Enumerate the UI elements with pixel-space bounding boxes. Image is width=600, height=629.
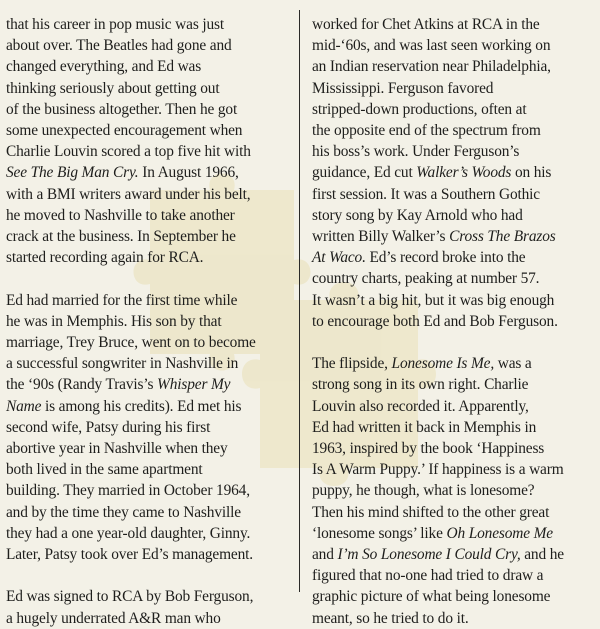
text-line — [6, 608, 278, 629]
text-line — [6, 480, 278, 501]
text-line — [312, 608, 584, 629]
text-line — [6, 162, 278, 183]
text-line — [6, 184, 278, 205]
title-italic: Name — [6, 397, 42, 415]
text-run: crack at the business. In September he — [6, 228, 236, 246]
text-line — [6, 332, 278, 353]
text-run: Later, Patsy took over Ed’s management. — [6, 546, 253, 564]
text-run: figured that no-one had tried to draw a — [312, 567, 544, 585]
body-paragraph — [312, 353, 584, 629]
text-line — [6, 438, 278, 459]
text-run: with a BMI writers award under his belt, — [6, 185, 251, 203]
text-run: the opposite end of the spectrum from — [312, 122, 541, 140]
text-line — [6, 353, 278, 374]
text-line — [6, 502, 278, 523]
text-run: 1963, inspired by the book ‘Happiness — [312, 440, 545, 458]
text-line — [6, 311, 278, 332]
text-line — [312, 162, 584, 183]
text-run: a hugely underrated A&R man who — [6, 609, 221, 627]
text-line — [312, 502, 584, 523]
left-column — [6, 14, 278, 629]
text-run: marriage, Trey Bruce, went on to become — [6, 334, 256, 352]
text-run: Then his mind shifted to the other great — [312, 503, 550, 521]
paragraph-gap — [6, 565, 278, 586]
text-line — [312, 247, 584, 268]
text-line — [6, 417, 278, 438]
title-italic: See The Big Man Cry. — [6, 164, 139, 182]
text-run: first session. It was a Southern Gothic — [312, 185, 540, 203]
body-paragraph — [6, 586, 278, 628]
text-run: Mississippi. Ferguson favored — [312, 79, 494, 97]
text-line — [6, 56, 278, 77]
body-paragraph — [6, 14, 278, 268]
text-line — [312, 523, 584, 544]
text-run: puppy, he though, what is lonesome? — [312, 482, 535, 500]
text-run: thinking seriously about getting out — [6, 79, 220, 97]
title-italic: Cross The Brazos — [449, 228, 556, 246]
text-run: Is A Warm Puppy.’ If happiness is a warm — [312, 461, 564, 479]
text-run: the ‘90s (Randy Travis’s — [6, 376, 158, 394]
text-run: started recording again for RCA. — [6, 249, 204, 267]
text-run: some unexpected encouragement when — [6, 122, 243, 140]
text-run: mid-‘60s, and was last seen working on — [312, 37, 551, 55]
text-run: both lived in the same apartment — [6, 461, 203, 479]
text-line — [6, 459, 278, 480]
text-run: In August 1966, — [138, 164, 239, 182]
text-line — [6, 290, 278, 311]
text-line — [6, 205, 278, 226]
text-run: building. They married in October 1964, — [6, 482, 250, 500]
text-run: Ed was signed to RCA by Bob Ferguson, — [6, 588, 254, 606]
text-line — [312, 184, 584, 205]
text-run: written Billy Walker’s — [312, 228, 450, 246]
text-run: on his — [511, 164, 552, 182]
text-run: Charlie Louvin scored a top five hit with — [6, 143, 251, 161]
text-run: abortive year in Nashville when they — [6, 440, 228, 458]
right-column — [312, 14, 584, 629]
text-line — [6, 78, 278, 99]
text-line — [312, 290, 584, 311]
title-italic: Walker’s Woods — [416, 164, 512, 182]
text-run: second wife, Patsy during his first — [6, 418, 211, 436]
text-run: guidance, Ed cut — [312, 164, 417, 182]
text-line — [312, 35, 584, 56]
paragraph-gap — [312, 332, 584, 353]
text-line — [312, 141, 584, 162]
text-line — [6, 374, 278, 395]
text-line — [312, 374, 584, 395]
text-run: story song by Kay Arnold who had — [312, 206, 523, 224]
title-italic: Oh Lonesome Me — [446, 524, 553, 542]
body-paragraph — [6, 290, 278, 566]
text-run: Ed had written it back in Memphis in — [312, 418, 537, 436]
text-run: changed everything, and Ed was — [6, 58, 202, 76]
text-run: his boss’s work. Under Ferguson’s — [312, 143, 520, 161]
title-italic: At Waco. — [312, 249, 366, 267]
text-line — [312, 226, 584, 247]
title-italic: Lonesome Is Me, — [391, 355, 495, 373]
text-run: The flipside, — [312, 355, 392, 373]
text-line — [6, 523, 278, 544]
title-italic: Whisper My — [157, 376, 231, 394]
text-line — [6, 141, 278, 162]
text-run: It wasn’t a big hit, but it was big enough — [312, 291, 555, 309]
text-line — [312, 311, 584, 332]
text-line — [6, 99, 278, 120]
text-line — [312, 544, 584, 565]
text-run: stripped-down productions, often at — [312, 100, 527, 118]
text-run: Louvin also recorded it. Apparently, — [312, 397, 529, 415]
text-run: an Indian reservation near Philadelphia, — [312, 58, 551, 76]
column-divider — [299, 10, 300, 592]
text-line — [312, 14, 584, 35]
text-run: of the business altogether. Then he got — [6, 100, 238, 118]
text-run: strong song in its own right. Charlie — [312, 376, 529, 394]
paragraph-gap — [6, 268, 278, 289]
title-italic: I’m So Lonesome I Could Cry, — [337, 546, 521, 564]
text-run: they had a one year-old daughter, Ginny. — [6, 524, 251, 542]
text-run: he moved to Nashville to take another — [6, 206, 235, 224]
text-line — [6, 586, 278, 607]
text-line — [312, 353, 584, 374]
text-line — [312, 205, 584, 226]
text-line — [312, 78, 584, 99]
text-run: and by the time they came to Nashville — [6, 503, 241, 521]
text-run: to encourage both Ed and Bob Ferguson. — [312, 312, 558, 330]
text-line — [6, 120, 278, 141]
text-line — [6, 544, 278, 565]
text-run: and he — [520, 546, 564, 564]
text-run: worked for Chet Atkins at RCA in the — [312, 16, 540, 33]
text-run: is among his credits). Ed met his — [41, 397, 242, 415]
text-run: about over. The Beatles had gone and — [6, 37, 232, 55]
text-line — [312, 480, 584, 501]
text-line — [312, 120, 584, 141]
text-run: ‘lonesome songs’ like — [312, 524, 447, 542]
text-run: Ed’s record broke into the — [365, 249, 526, 267]
text-run: that his career in pop music was just — [6, 16, 224, 33]
text-line — [312, 459, 584, 480]
text-line — [312, 56, 584, 77]
text-line — [312, 438, 584, 459]
text-run: a successful songwriter in Nashville in — [6, 355, 239, 373]
text-line — [312, 268, 584, 289]
text-run: and — [312, 546, 338, 564]
text-line — [6, 14, 278, 35]
text-run: meant, so he tried to do it. — [312, 609, 469, 627]
text-run: country charts, peaking at number 57. — [312, 270, 540, 288]
text-line — [6, 226, 278, 247]
text-run: he was in Memphis. His son by that — [6, 312, 222, 330]
text-line — [6, 247, 278, 268]
body-paragraph — [312, 14, 584, 332]
text-line — [312, 396, 584, 417]
text-run: graphic picture of what being lonesome — [312, 588, 551, 606]
text-line — [6, 35, 278, 56]
text-line — [312, 417, 584, 438]
text-line — [312, 586, 584, 607]
text-line — [6, 396, 278, 417]
text-run: Ed had married for the first time while — [6, 291, 238, 309]
text-run: was a — [494, 355, 532, 373]
text-line — [312, 99, 584, 120]
text-line — [312, 565, 584, 586]
